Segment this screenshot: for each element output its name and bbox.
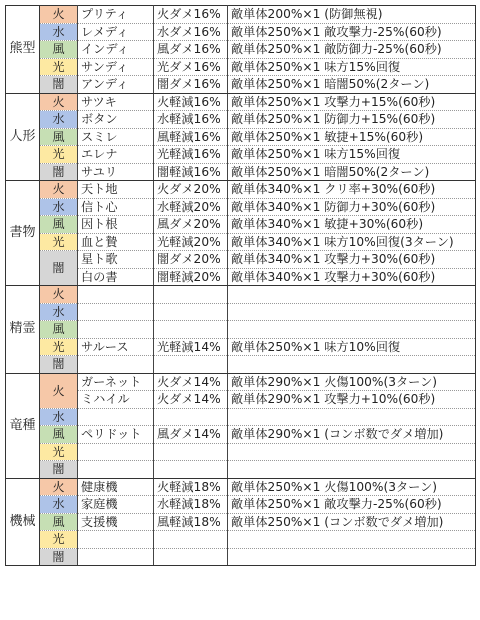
table-row	[6, 181, 476, 199]
skill-effect: 敵単体250%×1 敏捷+15%(60秒)	[228, 128, 476, 146]
element-fire: 火	[40, 181, 78, 199]
character-name	[78, 443, 154, 461]
table-row	[6, 163, 476, 181]
skill-effect: 敵単体340%×1 敏捷+30%(60秒)	[228, 216, 476, 234]
element-wind: 風	[40, 128, 78, 146]
element-fire: 火	[40, 286, 78, 304]
category-label: 人形	[6, 93, 40, 181]
skill-effect	[228, 408, 476, 426]
skill-effect	[228, 531, 476, 549]
character-name: サンディ	[78, 58, 154, 76]
element-light: 光	[40, 233, 78, 251]
element-dark: 闇	[40, 356, 78, 374]
skill-bonus	[154, 531, 228, 549]
table-row	[6, 443, 476, 461]
skill-bonus: 水軽減16%	[154, 111, 228, 129]
table-row	[6, 426, 476, 444]
table-row	[6, 513, 476, 531]
element-fire: 火	[40, 6, 78, 24]
element-wind: 風	[40, 41, 78, 59]
table-row	[6, 303, 476, 321]
table-row	[6, 76, 476, 94]
skill-effect	[228, 321, 476, 339]
table-row	[6, 496, 476, 514]
skill-bonus: 風軽減18%	[154, 513, 228, 531]
skill-bonus: 火ダメ16%	[154, 6, 228, 24]
element-dark: 闇	[40, 163, 78, 181]
skill-bonus: 風軽減16%	[154, 128, 228, 146]
table-row	[6, 146, 476, 164]
element-wind: 風	[40, 321, 78, 339]
skill-bonus: 火ダメ14%	[154, 391, 228, 409]
character-name: 信ト心	[78, 198, 154, 216]
table-row	[6, 531, 476, 549]
skill-effect: 敵単体250%×1 暗闇50%(2ターン)	[228, 76, 476, 94]
skill-bonus: 水ダメ16%	[154, 23, 228, 41]
element-water: 水	[40, 303, 78, 321]
skill-bonus: 光軽減14%	[154, 338, 228, 356]
skill-effect: 敵単体250%×1 火傷100%(3ターン)	[228, 478, 476, 496]
element-wind: 風	[40, 426, 78, 444]
category-label: 機械	[6, 478, 40, 566]
character-name: アンディ	[78, 76, 154, 94]
element-dark: 闇	[40, 76, 78, 94]
element-water: 水	[40, 408, 78, 426]
skill-effect: 敵単体340%×1 防御力+30%(60秒)	[228, 198, 476, 216]
table-row	[6, 356, 476, 374]
table-row	[6, 286, 476, 304]
skill-bonus: 火軽減18%	[154, 478, 228, 496]
character-name	[78, 286, 154, 304]
character-name: ボタン	[78, 111, 154, 129]
skill-effect	[228, 461, 476, 479]
skill-bonus	[154, 303, 228, 321]
skill-bonus: 光軽減20%	[154, 233, 228, 251]
character-name: スミレ	[78, 128, 154, 146]
character-name: 家庭機	[78, 496, 154, 514]
element-water: 水	[40, 198, 78, 216]
character-name	[78, 303, 154, 321]
skill-effect: 敵単体290%×1 攻撃力+10%(60秒)	[228, 391, 476, 409]
table-row	[6, 41, 476, 59]
skill-bonus: 光軽減16%	[154, 146, 228, 164]
element-dark: 闇	[40, 461, 78, 479]
element-light: 光	[40, 146, 78, 164]
character-name	[78, 461, 154, 479]
element-light: 光	[40, 58, 78, 76]
character-name: レメディ	[78, 23, 154, 41]
table-row	[6, 6, 476, 24]
character-name: 因ト根	[78, 216, 154, 234]
skill-bonus: 水軽減18%	[154, 496, 228, 514]
skill-effect	[228, 548, 476, 566]
table-row	[6, 198, 476, 216]
character-name: 天ト地	[78, 181, 154, 199]
character-name: 星ト歌	[78, 251, 154, 269]
skill-effect: 敵単体340%×1 攻撃力+30%(60秒)	[228, 268, 476, 286]
table-row	[6, 93, 476, 111]
table-row	[6, 23, 476, 41]
skill-bonus	[154, 356, 228, 374]
skill-bonus	[154, 443, 228, 461]
element-light: 光	[40, 531, 78, 549]
element-wind: 風	[40, 216, 78, 234]
table-row	[6, 408, 476, 426]
table-row	[6, 338, 476, 356]
skill-bonus: 風ダメ16%	[154, 41, 228, 59]
skill-effect: 敵単体250%×1 敵攻撃力-25%(60秒)	[228, 23, 476, 41]
skill-effect: 敵単体250%×1 敵攻撃力-25%(60秒)	[228, 496, 476, 514]
skill-bonus	[154, 321, 228, 339]
table-row	[6, 216, 476, 234]
table-row	[6, 111, 476, 129]
skill-effect: 敵単体250%×1 味方15%回復	[228, 58, 476, 76]
element-light: 光	[40, 443, 78, 461]
skill-bonus: 闇ダメ20%	[154, 251, 228, 269]
character-name: ペリドット	[78, 426, 154, 444]
character-name: エレナ	[78, 146, 154, 164]
element-fire: 火	[40, 93, 78, 111]
element-fire: 火	[40, 478, 78, 496]
skill-bonus	[154, 461, 228, 479]
character-name: 血と贄	[78, 233, 154, 251]
character-name: プリティ	[78, 6, 154, 24]
element-light: 光	[40, 338, 78, 356]
character-name: 白の書	[78, 268, 154, 286]
character-table	[5, 5, 476, 566]
element-water: 水	[40, 496, 78, 514]
skill-bonus	[154, 548, 228, 566]
character-name: ガーネット	[78, 373, 154, 391]
character-name	[78, 321, 154, 339]
category-label: 熊型	[6, 6, 40, 94]
skill-bonus: 風ダメ14%	[154, 426, 228, 444]
skill-bonus	[154, 408, 228, 426]
element-water: 水	[40, 23, 78, 41]
table-row	[6, 128, 476, 146]
character-name	[78, 356, 154, 374]
skill-effect	[228, 303, 476, 321]
table-row	[6, 548, 476, 566]
character-name: 健康機	[78, 478, 154, 496]
skill-bonus: 闇ダメ16%	[154, 76, 228, 94]
character-name: 支援機	[78, 513, 154, 531]
skill-bonus	[154, 286, 228, 304]
character-name	[78, 408, 154, 426]
skill-bonus: 火ダメ20%	[154, 181, 228, 199]
element-wind: 風	[40, 513, 78, 531]
table-row	[6, 251, 476, 269]
character-name: サツキ	[78, 93, 154, 111]
skill-bonus: 火軽減16%	[154, 93, 228, 111]
character-name	[78, 548, 154, 566]
skill-effect: 敵単体290%×1 火傷100%(3ターン)	[228, 373, 476, 391]
category-label: 書物	[6, 181, 40, 286]
table-row	[6, 461, 476, 479]
skill-effect: 敵単体250%×1 防御力+15%(60秒)	[228, 111, 476, 129]
table-row	[6, 478, 476, 496]
skill-effect: 敵単体340%×1 味方10%回復(3ターン)	[228, 233, 476, 251]
table-row	[6, 321, 476, 339]
skill-effect: 敵単体250%×1 暗闇50%(2ターン)	[228, 163, 476, 181]
skill-effect: 敵単体250%×1 (コンボ数でダメ増加)	[228, 513, 476, 531]
category-label: 竜種	[6, 373, 40, 478]
skill-bonus: 闇軽減20%	[154, 268, 228, 286]
skill-bonus: 光ダメ16%	[154, 58, 228, 76]
table-row	[6, 373, 476, 391]
skill-effect: 敵単体250%×1 攻撃力+15%(60秒)	[228, 93, 476, 111]
skill-effect	[228, 286, 476, 304]
character-name: インディ	[78, 41, 154, 59]
skill-effect: 敵単体250%×1 味方10%回復	[228, 338, 476, 356]
element-water: 水	[40, 111, 78, 129]
category-label: 精霊	[6, 286, 40, 374]
element-fire: 火	[40, 373, 78, 408]
skill-effect: 敵単体290%×1 (コンボ数でダメ増加)	[228, 426, 476, 444]
skill-effect	[228, 356, 476, 374]
skill-effect: 敵単体250%×1 味方15%回復	[228, 146, 476, 164]
element-dark: 闇	[40, 251, 78, 286]
table-row	[6, 233, 476, 251]
character-name: ミハイル	[78, 391, 154, 409]
element-dark: 闇	[40, 548, 78, 566]
skill-effect: 敵単体340%×1 クリ率+30%(60秒)	[228, 181, 476, 199]
skill-bonus: 風ダメ20%	[154, 216, 228, 234]
skill-bonus: 火ダメ14%	[154, 373, 228, 391]
skill-effect: 敵単体200%×1 (防御無視)	[228, 6, 476, 24]
table-row	[6, 58, 476, 76]
character-name	[78, 531, 154, 549]
skill-effect: 敵単体340%×1 攻撃力+30%(60秒)	[228, 251, 476, 269]
skill-bonus: 水軽減20%	[154, 198, 228, 216]
skill-effect: 敵単体250%×1 敵防御力-25%(60秒)	[228, 41, 476, 59]
character-name: サルース	[78, 338, 154, 356]
character-name: サユリ	[78, 163, 154, 181]
skill-effect	[228, 443, 476, 461]
skill-bonus: 闇軽減16%	[154, 163, 228, 181]
